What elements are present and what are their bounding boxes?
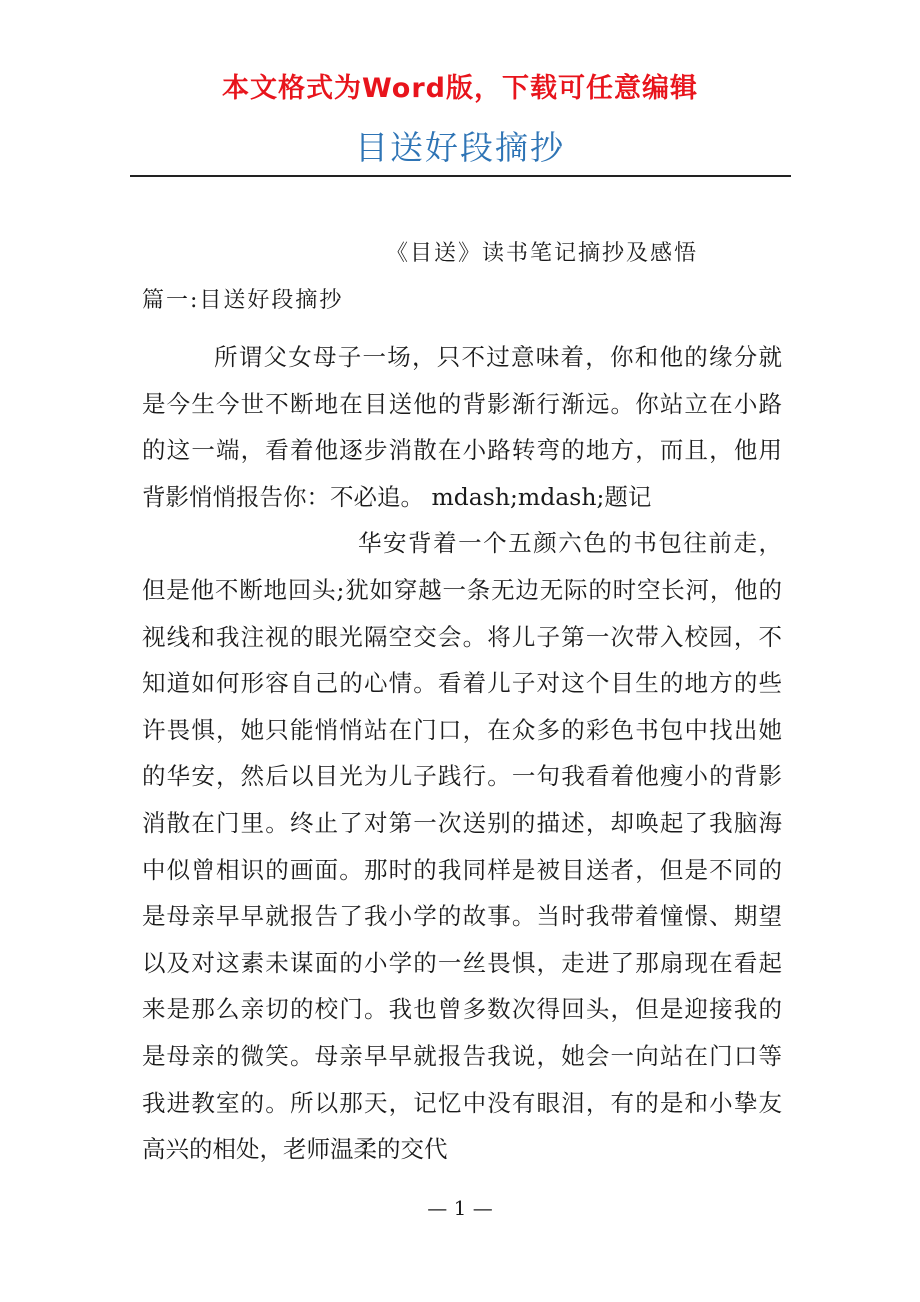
paragraph-line: 许畏惧，她只能悄悄站在门口，在众多的彩色书包中找出她	[142, 715, 782, 744]
paragraph-line: 是今生今世不断地在目送他的背影渐行渐远。你站立在小路	[142, 389, 782, 418]
paragraph-line: 消散在门里。终止了对第一次送别的描述，却唤起了我脑海	[142, 808, 782, 837]
paragraph-line: 背影悄悄报告你：不必追。 mdash;mdash;题记	[142, 482, 652, 511]
article-body	[142, 334, 782, 1173]
paragraph-line: 但是他不断地回头;犹如穿越一条无边无际的时空长河，他的	[142, 575, 782, 604]
paragraph-line: 是母亲早早就报告了我小学的故事。当时我带着憧憬、期望	[142, 902, 782, 931]
paragraph-line: 华安背着一个五颜六色的书包往前走，	[358, 529, 782, 558]
page-number: — 1 —	[427, 1196, 493, 1220]
paragraph-line: 知道如何形容自己的心情。看着儿子对这个目生的地方的些	[142, 669, 782, 698]
document-title: 目送好段摘抄	[355, 128, 565, 167]
section-heading: 篇一:目送好段摘抄	[142, 288, 344, 313]
paragraph-line: 高兴的相处，老师温柔的交代	[142, 1135, 448, 1164]
paragraph-line: 的华安，然后以目光为儿子践行。一句我看着他瘦小的背影	[142, 762, 782, 791]
paragraph-line: 是母亲的微笑。母亲早早就报告我说，她会一向站在门口等	[142, 1041, 782, 1070]
paragraph-line: 中似曾相识的画面。那时的我同样是被目送者，但是不同的	[142, 855, 782, 884]
paragraph-line: 所谓父女母子一场，只不过意味着，你和他的缘分就	[214, 343, 782, 371]
header-divider	[130, 175, 791, 177]
article-subtitle: 《目送》读书笔记摘抄及感悟	[386, 241, 699, 266]
paragraph-line: 我进教室的。所以那天，记忆中没有眼泪，有的是和小挚友	[142, 1088, 782, 1117]
paragraph-line: 来是那么亲切的校门。我也曾多数次得回头，但是迎接我的	[142, 995, 782, 1024]
format-notice: 本文格式为Word版，下载可任意编辑	[221, 73, 698, 104]
paragraph-line: 以及对这素未谋面的小学的一丝畏惧，走进了那扇现在看起	[142, 948, 782, 977]
paragraph-line: 的这一端，看着他逐步消散在小路转弯的地方，而且，他用	[142, 436, 782, 465]
paragraph-line: 视线和我注视的眼光隔空交会。将儿子第一次带入校园，不	[142, 622, 782, 651]
